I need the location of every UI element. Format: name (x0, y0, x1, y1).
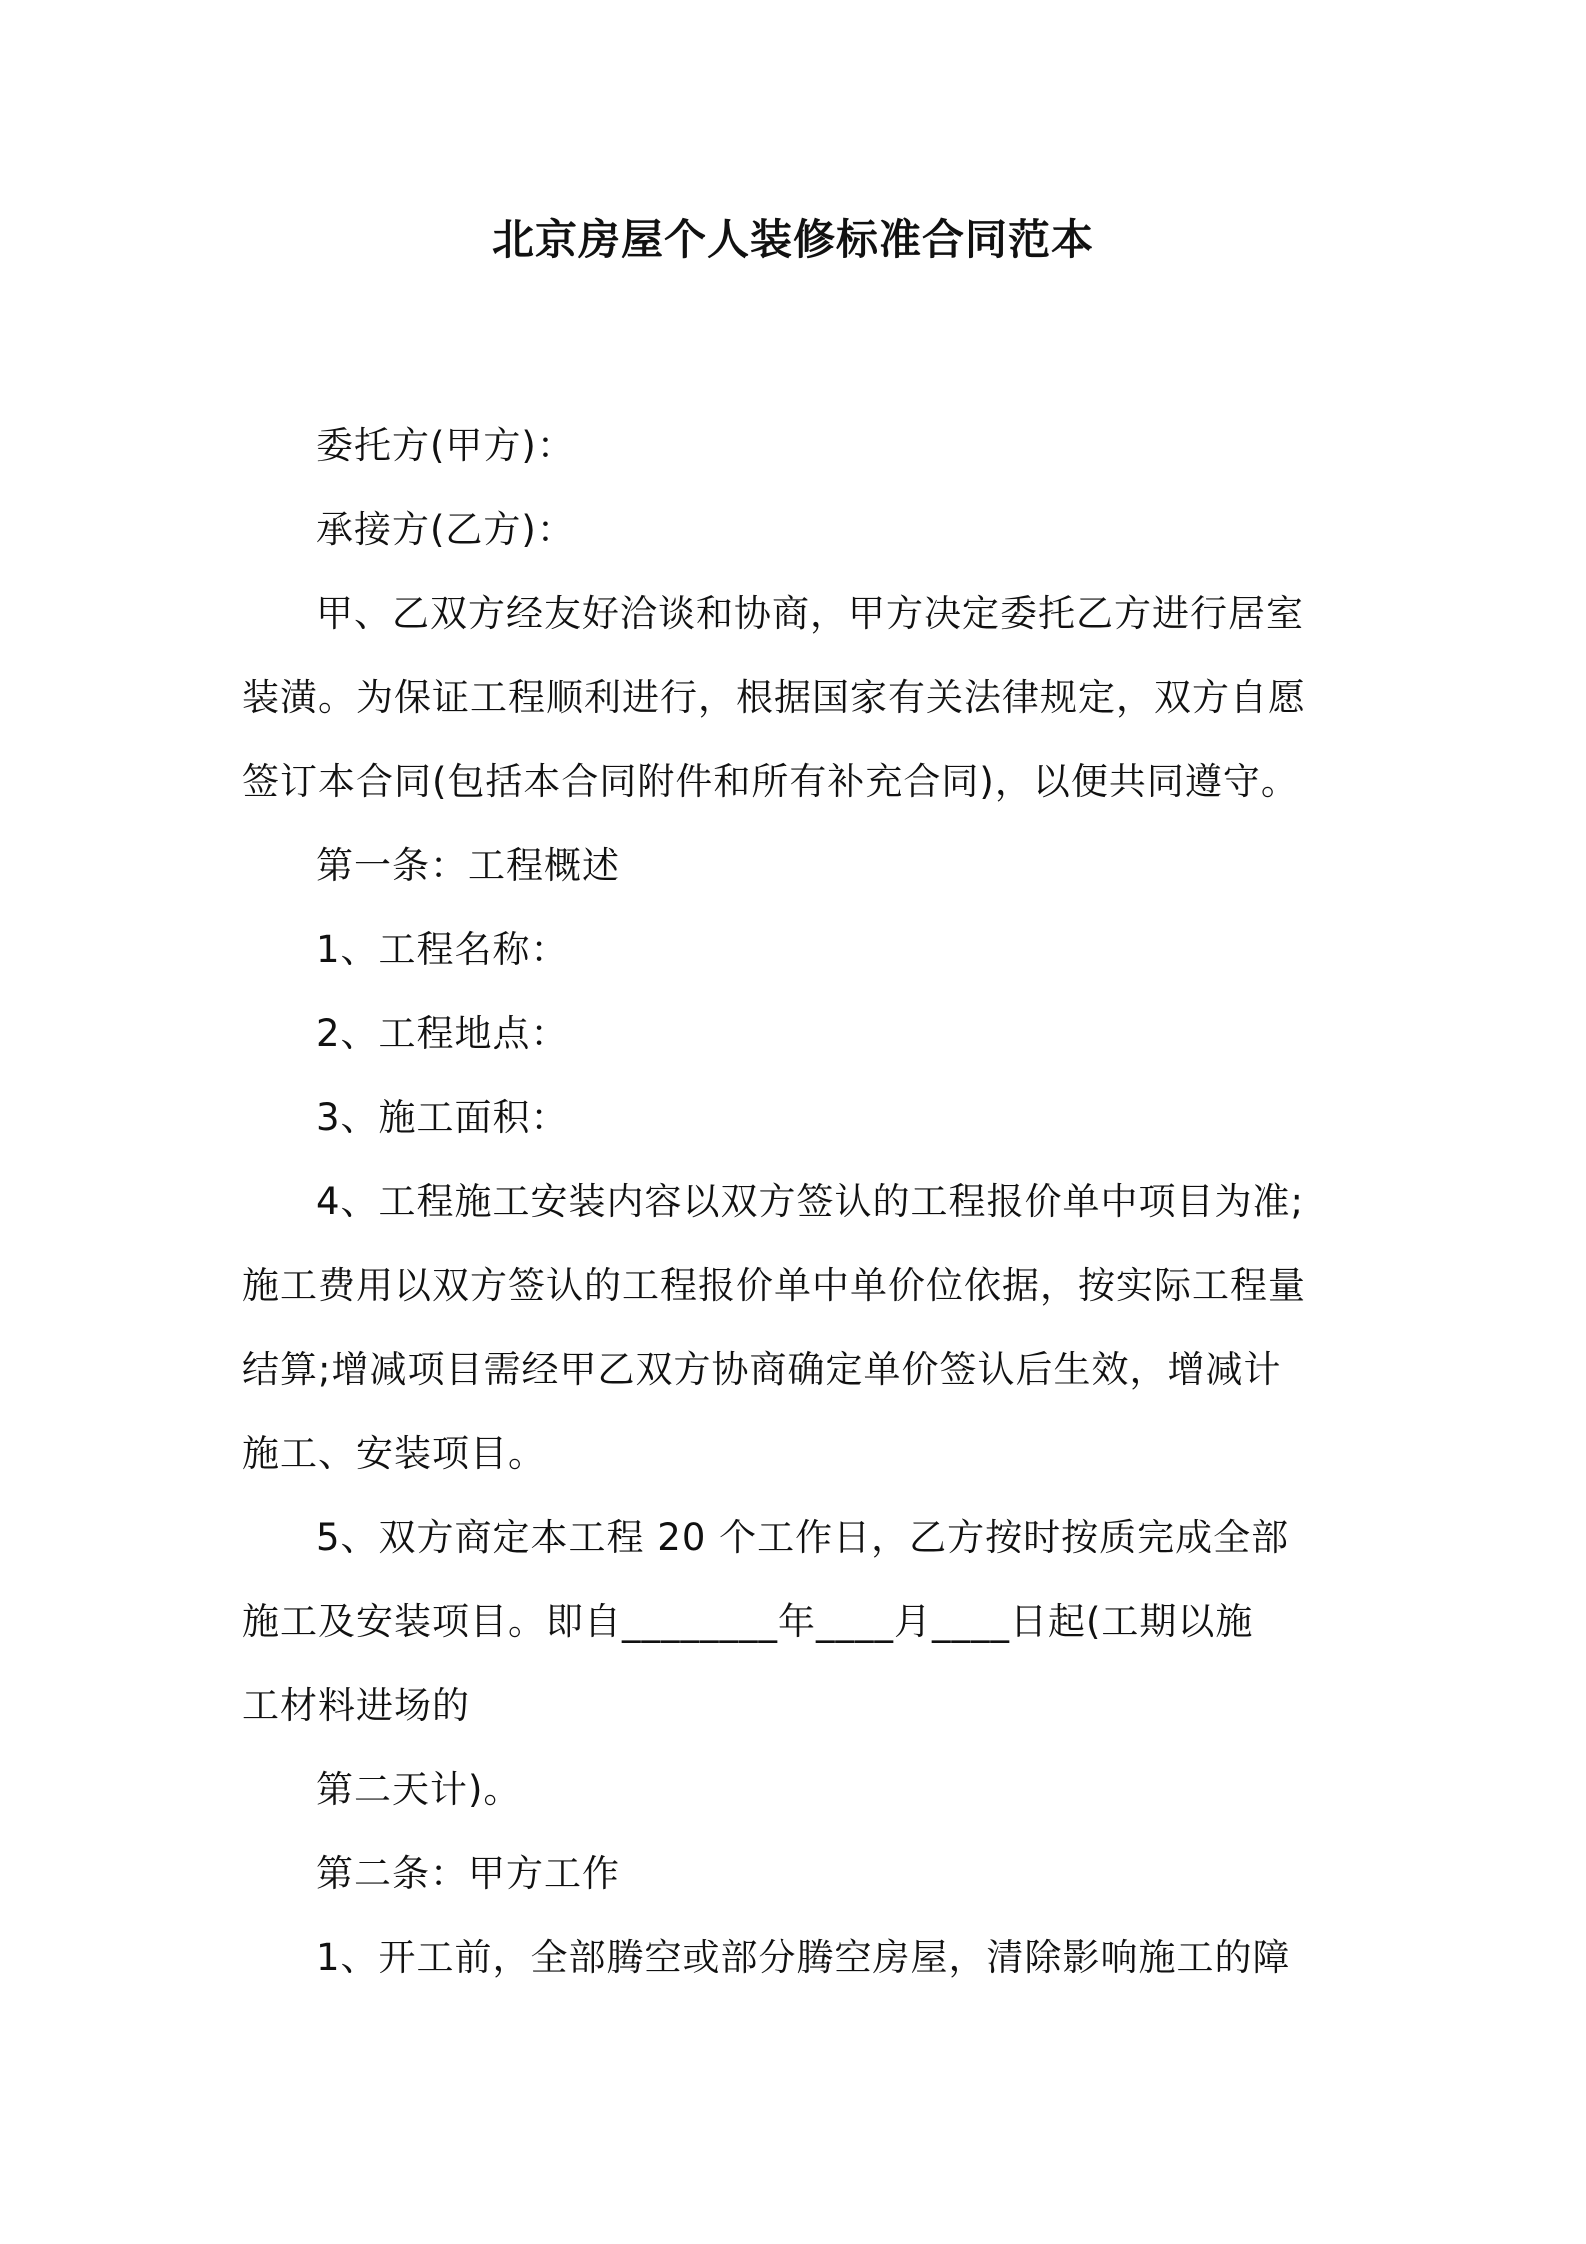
intro-paragraph (242, 572, 1354, 824)
item-5-continuation: 第二天计)。 (316, 1768, 522, 1811)
text-line: 4、工程施工安装内容以双方签认的工程报价单中项目为准; (316, 1180, 1305, 1223)
text-line: 甲、乙双方经友好洽谈和协商，甲方决定委托乙方进行居室 (316, 592, 1304, 635)
text-line: 施工费用以双方签认的工程报价单中单价位依据，按实际工程量 (242, 1264, 1306, 1307)
party-a-line: 委托方(甲方)： (316, 424, 575, 467)
text-line: 装潢。为保证工程顺利进行，根据国家有关法律规定，双方自愿 (242, 676, 1306, 719)
item-5-paragraph (242, 1496, 1354, 1748)
document-title: 北京房屋个人装修标准合同范本 (491, 215, 1094, 264)
article-2-item-1-line: 1、开工前，全部腾空或部分腾空房屋，清除影响施工的障 (316, 1936, 1291, 1979)
text-line: 签订本合同(包括本合同附件和所有补充合同)，以便共同遵守。 (242, 760, 1299, 803)
text-line: 结算;增减项目需经甲乙双方协商确定单价签认后生效，增减计 (242, 1348, 1282, 1391)
item-4-paragraph (242, 1160, 1354, 1496)
article-2-heading: 第二条：甲方工作 (316, 1852, 620, 1895)
text-line: 工材料进场的 (242, 1684, 470, 1727)
item-2-line: 2、工程地点： (316, 1012, 569, 1055)
document-body (242, 404, 1354, 2000)
item-3-line: 3、施工面积： (316, 1096, 569, 1139)
article-1-heading: 第一条：工程概述 (316, 844, 620, 887)
item-1-line: 1、工程名称： (316, 928, 569, 971)
text-line: 施工、安装项目。 (242, 1432, 546, 1475)
text-line: 施工及安装项目。即自________年____月____日起(工期以施 (242, 1600, 1254, 1643)
party-b-line: 承接方(乙方)： (316, 508, 575, 551)
text-line: 5、双方商定本工程 20 个工作日，乙方按时按质完成全部 (316, 1516, 1290, 1559)
